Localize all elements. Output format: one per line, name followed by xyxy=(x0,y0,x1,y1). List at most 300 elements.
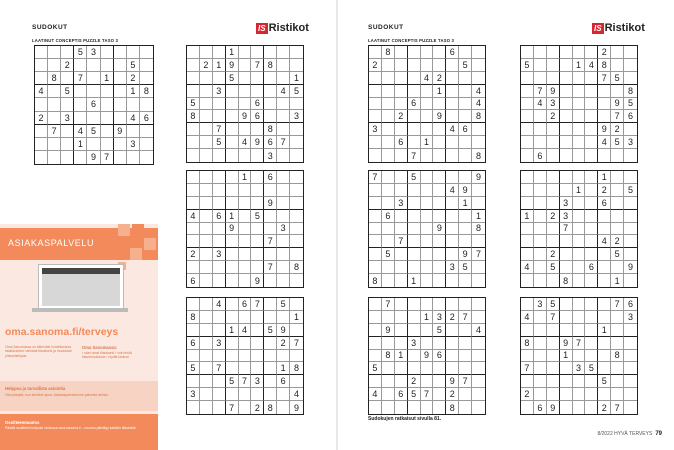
sudoku-cell: 7 xyxy=(290,337,303,350)
sudoku-cell: 6 xyxy=(187,337,200,350)
sudoku-cell: 5 xyxy=(611,248,624,261)
sudoku-cell xyxy=(611,210,624,223)
sudoku-cell xyxy=(251,123,264,136)
sudoku-cell xyxy=(213,401,226,414)
sudoku-cell xyxy=(624,59,637,72)
sudoku-cell xyxy=(200,235,213,248)
sudoku-cell xyxy=(573,136,586,149)
sudoku-cell: 7 xyxy=(264,235,277,248)
sudoku-cell xyxy=(446,248,459,261)
sudoku-cell xyxy=(264,362,277,375)
sudoku-cell: 1 xyxy=(239,171,252,184)
sudoku-cell: 2 xyxy=(521,388,534,401)
sudoku-cell xyxy=(200,261,213,274)
sudoku-cell xyxy=(585,171,598,184)
sudoku-cell: 8 xyxy=(560,274,573,287)
sudoku-cell xyxy=(127,151,140,164)
sudoku-cell xyxy=(382,110,395,123)
sudoku-cell xyxy=(433,362,446,375)
sudoku-cell: 8 xyxy=(521,337,534,350)
sudoku-cell: 1 xyxy=(74,138,87,151)
sudoku-cell xyxy=(433,149,446,162)
sudoku-cell xyxy=(369,110,382,123)
sudoku-cell xyxy=(213,46,226,59)
sudoku-cell xyxy=(264,274,277,287)
sudoku-cell xyxy=(226,110,239,123)
sudoku-cell xyxy=(127,98,140,111)
sudoku-cell xyxy=(446,85,459,98)
sudoku-cell: 4 xyxy=(277,85,290,98)
sudoku-cell xyxy=(433,388,446,401)
sudoku-cell xyxy=(421,248,434,261)
sudoku-cell xyxy=(239,98,252,111)
sudoku-cell xyxy=(408,184,421,197)
sudoku-cell: 7 xyxy=(560,223,573,236)
sudoku-cell xyxy=(226,85,239,98)
sudoku-cell xyxy=(472,261,485,274)
sudoku-cell xyxy=(213,171,226,184)
sudoku-cell: 5 xyxy=(459,59,472,72)
sudoku-cell xyxy=(459,401,472,414)
sudoku-cell xyxy=(187,136,200,149)
sudoku-cell xyxy=(472,311,485,324)
sudoku-cell: 5 xyxy=(547,261,560,274)
sudoku-cell xyxy=(573,388,586,401)
sudoku-cell xyxy=(290,298,303,311)
sudoku-cell xyxy=(547,149,560,162)
sudoku-cell xyxy=(277,171,290,184)
sudoku-cell xyxy=(35,125,48,138)
sudoku-cell: 3 xyxy=(290,110,303,123)
sudoku-cell xyxy=(560,110,573,123)
sudoku-cell: 2 xyxy=(611,123,624,136)
sudoku-cell xyxy=(251,235,264,248)
sudoku-cell xyxy=(421,324,434,337)
sudoku-cell: 4 xyxy=(369,388,382,401)
sudoku-cell xyxy=(369,324,382,337)
sudoku-cell xyxy=(547,123,560,136)
sudoku-cell xyxy=(140,138,153,151)
sudoku-cell: 7 xyxy=(369,171,382,184)
sudoku-cell: 8 xyxy=(624,85,637,98)
sudoku-cell xyxy=(521,136,534,149)
sudoku-cell: 7 xyxy=(251,59,264,72)
sudoku-cell: 8 xyxy=(382,46,395,59)
sudoku-cell xyxy=(200,375,213,388)
sudoku-cell xyxy=(408,401,421,414)
sudoku-cell xyxy=(459,110,472,123)
sudoku-cell: 2 xyxy=(598,401,611,414)
sudoku-cell xyxy=(382,123,395,136)
sudoku-cell xyxy=(369,85,382,98)
sudoku-cell xyxy=(408,311,421,324)
sudoku-cell xyxy=(187,324,200,337)
sudoku-cell xyxy=(200,98,213,111)
sudoku-cell: 6 xyxy=(395,136,408,149)
sudoku-cell xyxy=(521,110,534,123)
sudoku-cell: 6 xyxy=(534,401,547,414)
sudoku-cell xyxy=(433,261,446,274)
sudoku-cell: 1 xyxy=(611,274,624,287)
sudoku-cell xyxy=(61,138,74,151)
sudoku-cell: 5 xyxy=(290,85,303,98)
sudoku-cell xyxy=(48,138,61,151)
sudoku-cell: 6 xyxy=(251,98,264,111)
is-logo-mark: IS xyxy=(258,23,266,33)
sudoku-cell xyxy=(611,311,624,324)
sudoku-cell: 7 xyxy=(101,151,114,164)
sudoku-cell xyxy=(187,375,200,388)
sudoku-cell xyxy=(127,46,140,59)
sudoku-cell xyxy=(277,98,290,111)
sudoku-cell xyxy=(48,59,61,72)
sudoku-cell: 1 xyxy=(560,350,573,363)
sudoku-cell: 8 xyxy=(476,150,482,161)
sudoku-cell xyxy=(114,85,127,98)
sudoku-cell xyxy=(226,298,239,311)
sudoku-cell xyxy=(369,248,382,261)
sudoku-cell xyxy=(264,375,277,388)
sudoku-cell: 1 xyxy=(459,197,472,210)
sudoku-cell xyxy=(433,59,446,72)
sudoku-cell xyxy=(251,248,264,261)
sudoku-cell: 4 xyxy=(421,72,434,85)
sudoku-cell xyxy=(624,324,637,337)
sudoku-cell xyxy=(459,298,472,311)
sudoku-cell: 7 xyxy=(264,261,277,274)
sudoku-cell: 4 xyxy=(187,210,200,223)
sudoku-cell xyxy=(239,223,252,236)
sudoku-cell xyxy=(200,401,213,414)
sudoku-cell: 4 xyxy=(290,388,303,401)
sudoku-cell: 5 xyxy=(226,375,239,388)
sudoku-cell xyxy=(200,123,213,136)
sudoku-cell xyxy=(101,46,114,59)
sudoku-cell xyxy=(573,123,586,136)
sudoku-cell xyxy=(433,123,446,136)
sudoku-cell xyxy=(382,171,395,184)
sudoku-cell xyxy=(369,261,382,274)
sudoku-cell: 3 xyxy=(187,388,200,401)
sudoku-cell xyxy=(459,72,472,85)
sudoku-cell xyxy=(251,350,264,363)
sudoku-cell xyxy=(560,46,573,59)
sudoku-cell xyxy=(560,149,573,162)
sudoku-cell xyxy=(459,337,472,350)
sudoku-cell xyxy=(264,110,277,123)
sudoku-cell xyxy=(226,350,239,363)
sudoku-cell xyxy=(459,274,472,287)
sudoku-cell xyxy=(408,72,421,85)
sudoku-cell xyxy=(382,362,395,375)
sudoku-cell xyxy=(251,46,264,59)
sudoku-cell xyxy=(382,311,395,324)
sudoku-cell xyxy=(408,261,421,274)
sudoku-cell xyxy=(534,324,547,337)
sudoku-cell xyxy=(459,362,472,375)
sudoku-cell xyxy=(472,235,485,248)
sudoku-cell xyxy=(611,337,624,350)
sudoku-cell: 5 xyxy=(547,298,560,311)
sudoku-cell xyxy=(114,59,127,72)
sudoku-cell xyxy=(187,59,200,72)
sudoku-cell: 7 xyxy=(598,72,611,85)
sudoku-cell xyxy=(560,136,573,149)
sudoku-cell: 2 xyxy=(187,248,200,261)
sudoku-cell xyxy=(239,311,252,324)
sudoku-cell xyxy=(472,401,485,414)
sudoku-cell: 7 xyxy=(611,110,624,123)
sudoku-cell xyxy=(408,136,421,149)
sudoku-cell xyxy=(421,210,434,223)
sudoku-cell xyxy=(421,59,434,72)
sudoku-cell xyxy=(521,401,534,414)
sudoku-cell xyxy=(213,235,226,248)
sudoku-cell xyxy=(395,375,408,388)
sudoku-cell xyxy=(74,98,87,111)
sudoku-cell xyxy=(369,46,382,59)
sudoku-cell: 8 xyxy=(382,350,395,363)
sudoku-cell xyxy=(395,311,408,324)
sudoku-cell xyxy=(187,401,200,414)
ad-url[interactable]: oma.sanoma.fi/terveys xyxy=(5,326,119,338)
sudoku-cell xyxy=(534,59,547,72)
sudoku-cell xyxy=(239,197,252,210)
sudoku-cell xyxy=(521,298,534,311)
sudoku-cell xyxy=(48,46,61,59)
sudoku-cell xyxy=(290,171,303,184)
sudoku-cell: 9 xyxy=(226,223,239,236)
sudoku-cell: 5 xyxy=(585,362,598,375)
sudoku-cell: 1 xyxy=(521,210,534,223)
sudoku-cell xyxy=(213,197,226,210)
sudoku-cell xyxy=(472,197,485,210)
sudoku-cell xyxy=(382,149,395,162)
sudoku-cell xyxy=(534,375,547,388)
sudoku-cell xyxy=(472,337,485,350)
sudoku-cell xyxy=(624,274,637,287)
sudoku-cell xyxy=(547,136,560,149)
sudoku-cell xyxy=(187,72,200,85)
sudoku-cell xyxy=(459,149,472,162)
sudoku-cell: 7 xyxy=(472,248,485,261)
sudoku-cell xyxy=(382,223,395,236)
sudoku-cell xyxy=(187,197,200,210)
sudoku-cell xyxy=(239,337,252,350)
sudoku-cell: 6 xyxy=(87,98,100,111)
sudoku-cell xyxy=(408,210,421,223)
sudoku-cell xyxy=(624,223,637,236)
sudoku-cell xyxy=(213,110,226,123)
sudoku-cell: 7 xyxy=(611,298,624,311)
sudoku-cell xyxy=(369,210,382,223)
sudoku-cell xyxy=(446,362,459,375)
sudoku-cell xyxy=(290,248,303,261)
sudoku-cell xyxy=(369,72,382,85)
sudoku-cell: 2 xyxy=(408,375,421,388)
sudoku-cell xyxy=(369,350,382,363)
sudoku-cell: 5 xyxy=(598,375,611,388)
sudoku-cell xyxy=(200,248,213,261)
sudoku-cell: 8 xyxy=(264,123,277,136)
sudoku-cell xyxy=(101,85,114,98)
sudoku-cell xyxy=(598,337,611,350)
sudoku-cell xyxy=(573,311,586,324)
sudoku-cell xyxy=(611,261,624,274)
sudoku-cell xyxy=(421,171,434,184)
sudoku-cell xyxy=(560,324,573,337)
sudoku-cell: 5 xyxy=(187,98,200,111)
sudoku-cell: 2 xyxy=(395,110,408,123)
right-ristikot-logo xyxy=(592,22,645,34)
right-page-title: SUDOKUT xyxy=(368,24,404,31)
sudoku-cell xyxy=(534,171,547,184)
sudoku-cell xyxy=(35,98,48,111)
sudoku-cell xyxy=(251,261,264,274)
ad-top-area xyxy=(0,200,158,224)
sudoku-cell xyxy=(446,298,459,311)
sudoku-cell xyxy=(226,248,239,261)
sudoku-cell xyxy=(624,123,637,136)
sudoku-cell xyxy=(421,149,434,162)
sudoku-cell: 2 xyxy=(200,59,213,72)
sudoku-cell xyxy=(421,223,434,236)
sudoku-cell xyxy=(264,46,277,59)
sudoku-cell: 6 xyxy=(598,197,611,210)
sudoku-cell xyxy=(369,337,382,350)
sudoku-cell xyxy=(408,362,421,375)
sudoku-cell xyxy=(239,85,252,98)
sudoku-cell: 4 xyxy=(446,123,459,136)
sudoku-cell xyxy=(521,197,534,210)
sudoku-cell xyxy=(290,324,303,337)
sudoku-cell xyxy=(560,123,573,136)
sudoku-cell xyxy=(187,149,200,162)
sudoku-cell xyxy=(239,149,252,162)
sudoku-cell xyxy=(277,110,290,123)
sudoku-cell xyxy=(433,210,446,223)
sudoku-cell xyxy=(35,138,48,151)
sudoku-cell xyxy=(547,171,560,184)
sudoku-cell: 5 xyxy=(213,136,226,149)
sudoku-cell xyxy=(226,197,239,210)
sudoku-cell xyxy=(200,136,213,149)
sudoku-cell: 7 xyxy=(213,362,226,375)
sudoku-cell: 9 xyxy=(459,248,472,261)
sudoku-cell: 8 xyxy=(187,311,200,324)
sudoku-cell: 8 xyxy=(264,401,277,414)
sudoku-cell xyxy=(624,171,637,184)
sudoku-cell xyxy=(624,46,637,59)
sudoku-cell xyxy=(585,375,598,388)
sudoku-cell xyxy=(598,350,611,363)
sudoku-cell xyxy=(585,136,598,149)
sudoku-cell xyxy=(421,123,434,136)
sudoku-cell xyxy=(573,248,586,261)
sudoku-cell xyxy=(395,298,408,311)
sudoku-cell xyxy=(624,362,637,375)
sudoku-cell xyxy=(264,388,277,401)
sudoku-cell xyxy=(200,388,213,401)
sudoku-cell xyxy=(585,72,598,85)
sudoku-cell xyxy=(472,298,485,311)
sudoku-cell xyxy=(290,197,303,210)
sudoku-cell xyxy=(239,123,252,136)
sudoku-cell xyxy=(61,72,74,85)
sudoku-cell xyxy=(573,261,586,274)
sudoku-cell: 8 xyxy=(140,85,153,98)
sudoku-cell: 8 xyxy=(598,59,611,72)
sudoku-cell: 4 xyxy=(472,85,485,98)
sudoku-cell xyxy=(598,298,611,311)
sudoku-cell: 5 xyxy=(382,248,395,261)
sudoku-cell xyxy=(61,46,74,59)
sudoku-cell xyxy=(408,59,421,72)
sudoku-cell xyxy=(369,136,382,149)
ad-mid-heading: Helppoa ja turvallista asiointia xyxy=(5,386,66,391)
sudoku-cell xyxy=(127,125,140,138)
sudoku-cell xyxy=(251,362,264,375)
sudoku-cell xyxy=(560,59,573,72)
sudoku-cell xyxy=(251,324,264,337)
sudoku-cell xyxy=(408,46,421,59)
sudoku-cell: 7 xyxy=(421,388,434,401)
sudoku-cell xyxy=(534,388,547,401)
sudoku-cell xyxy=(446,324,459,337)
sudoku-cell: 2 xyxy=(611,235,624,248)
sudoku-cell: 6 xyxy=(187,274,200,287)
sudoku-cell xyxy=(408,235,421,248)
sudoku-cell: 6 xyxy=(624,298,637,311)
sudoku-cell xyxy=(421,46,434,59)
sudoku-cell xyxy=(251,337,264,350)
sudoku-cell: 9 xyxy=(433,223,446,236)
sudoku-cell xyxy=(585,210,598,223)
sudoku-cell xyxy=(264,184,277,197)
sudoku-cell xyxy=(200,311,213,324)
sudoku-cell xyxy=(226,136,239,149)
sudoku-cell xyxy=(573,298,586,311)
sudoku-cell xyxy=(239,388,252,401)
sudoku-cell xyxy=(421,98,434,111)
sudoku-cell: 5 xyxy=(624,184,637,197)
sudoku-cell xyxy=(521,350,534,363)
sudoku-cell xyxy=(547,184,560,197)
sudoku-cell: 7 xyxy=(459,311,472,324)
sudoku-cell: 4 xyxy=(74,125,87,138)
sudoku-cell xyxy=(421,401,434,414)
sudoku-cell xyxy=(395,324,408,337)
sudoku-cell: 9 xyxy=(547,85,560,98)
sudoku-cell xyxy=(624,235,637,248)
sudoku-grid xyxy=(520,170,638,288)
sudoku-cell xyxy=(534,110,547,123)
sudoku-cell xyxy=(472,59,485,72)
sudoku-cell: 4 xyxy=(598,235,611,248)
ad-bottom-heading: Osoitteenmuutos xyxy=(5,420,40,425)
sudoku-cell xyxy=(239,235,252,248)
is-logo-mark: IS xyxy=(594,23,602,33)
sudoku-cell xyxy=(446,210,459,223)
sudoku-cell: 9 xyxy=(251,274,264,287)
sudoku-cell xyxy=(521,123,534,136)
sudoku-cell xyxy=(446,274,459,287)
sudoku-cell xyxy=(395,401,408,414)
sudoku-cell xyxy=(573,110,586,123)
sudoku-cell: 5 xyxy=(408,388,421,401)
sudoku-cell: 8 xyxy=(369,274,382,287)
sudoku-cell xyxy=(382,85,395,98)
